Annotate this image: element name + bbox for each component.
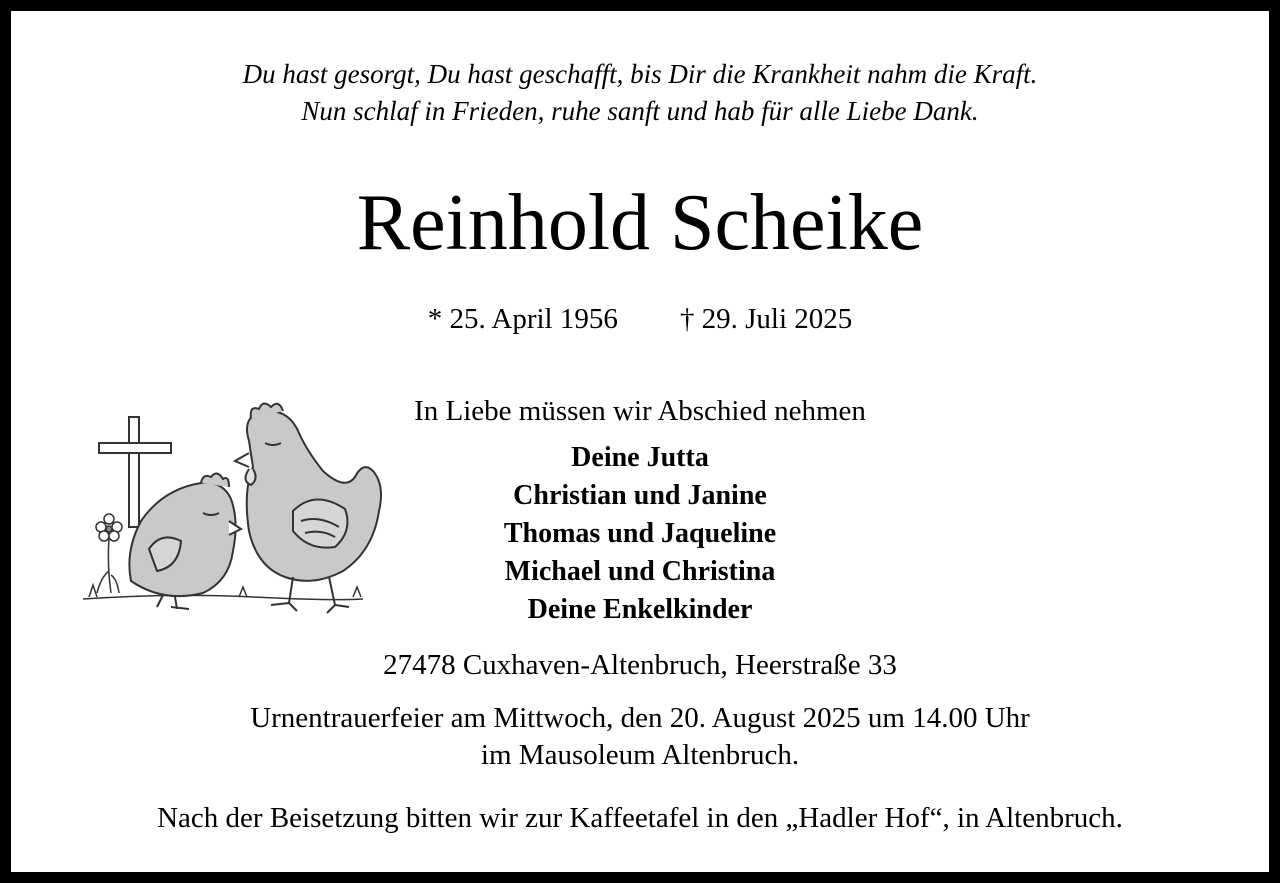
coffee-invitation: Nach der Beisetzung bitten wir zur Kaffeetafel in den „Hadler Hof“, in Altenbruch. bbox=[157, 802, 1123, 834]
mourner-entry: Christian und Janine bbox=[513, 480, 767, 511]
ceremony-line-1: Urnentrauerfeier am Mittwoch, den 20. August 2025 um 14.00 Uhr bbox=[250, 702, 1030, 734]
ceremony-info bbox=[11, 700, 1269, 774]
deceased-name: Reinhold Scheike bbox=[356, 179, 924, 267]
mourner-entry: Michael und Christina bbox=[504, 556, 776, 587]
mourners-list bbox=[11, 439, 1269, 629]
death-date: † 29. Juli 2025 bbox=[679, 303, 853, 335]
birth-date: * 25. April 1956 bbox=[427, 303, 618, 335]
ceremony-line-2: im Mausoleum Altenbruch. bbox=[480, 739, 800, 771]
mourner-entry: Thomas und Jaqueline bbox=[503, 518, 777, 549]
verse-line-1: Du hast gesorgt, Du hast geschafft, bis Dir die Krankheit nahm die Kraft. bbox=[242, 59, 1038, 89]
verse bbox=[11, 56, 1269, 130]
life-dates bbox=[11, 299, 1269, 339]
mourner-entry: Deine Jutta bbox=[571, 442, 709, 473]
mourner-entry: Deine Enkelkinder bbox=[527, 594, 753, 625]
verse-line-2: Nun schlaf in Frieden, ruhe sanft und hab für alle Liebe Dank. bbox=[301, 96, 979, 126]
address: 27478 Cuxhaven-Altenbruch, Heerstraße 33 bbox=[383, 649, 897, 681]
farewell-intro: In Liebe müssen wir Abschied nehmen bbox=[414, 395, 866, 427]
